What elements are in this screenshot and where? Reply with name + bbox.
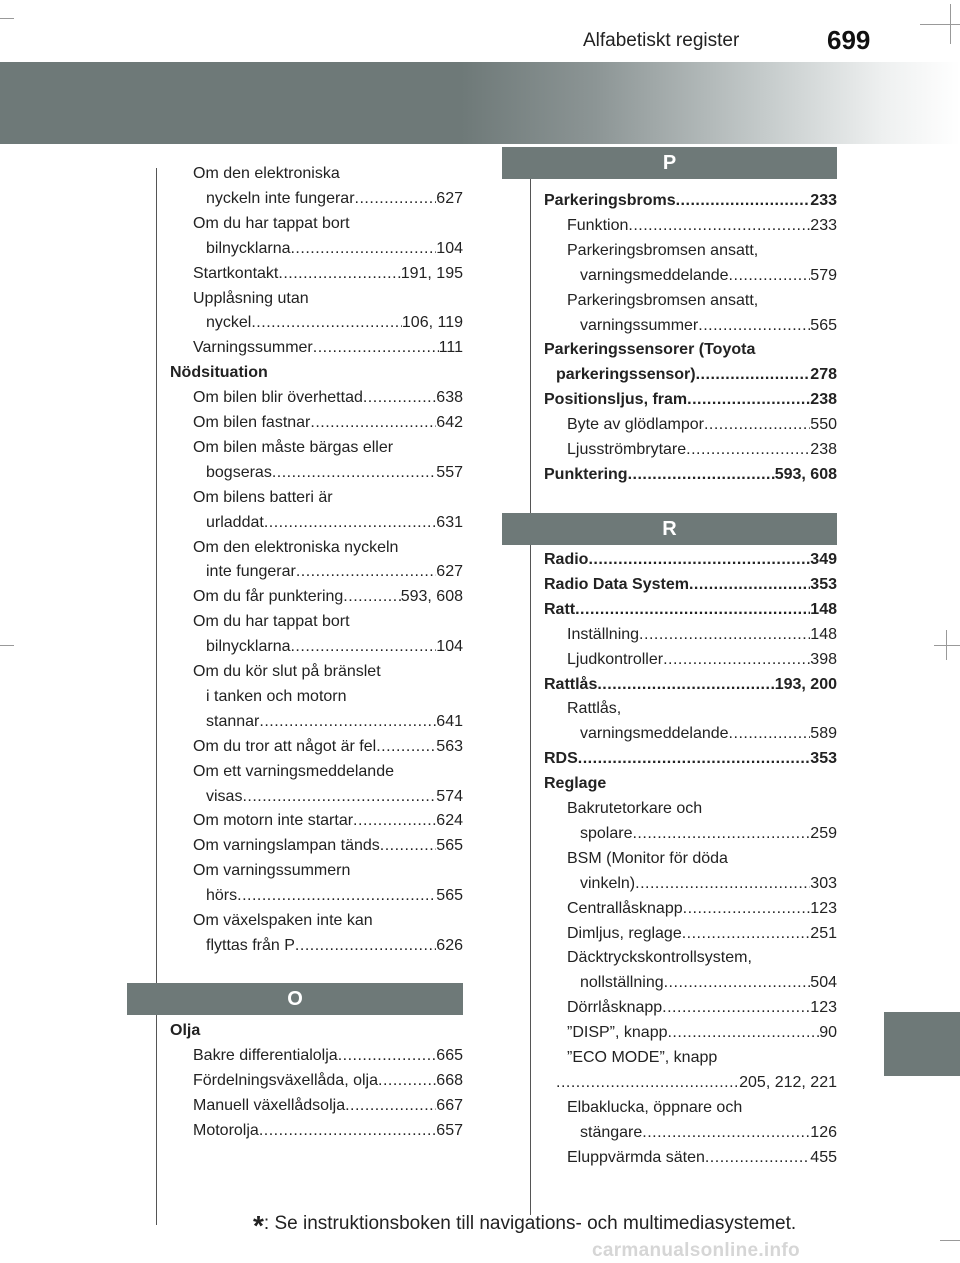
index-entry [580,264,837,288]
index-entry [193,336,463,360]
entry-text: Ratt [544,600,576,618]
crop-mark [934,645,960,646]
leader-dots [251,311,402,335]
entry-page-ref: 579 [810,266,837,284]
leader-dots [705,1146,810,1170]
index-entry [567,1046,837,1070]
entry-text: Inställning [567,625,640,643]
entry-page-ref: 353 [810,750,837,768]
index-entry [580,1121,837,1145]
leader-dots [290,635,436,659]
entry-page-ref: 589 [810,725,837,743]
leader-dots [687,388,810,412]
entry-page-ref: 111 [438,339,463,357]
entry-text: Om du tror att något är fel [193,737,377,755]
leader-dots [338,1044,437,1068]
entry-text: Dörrlåsknapp [567,999,663,1017]
entry-text: flyttas från P [206,936,295,954]
leader-dots [588,548,810,572]
index-entry [193,162,463,186]
section-letter-o: O [127,983,463,1015]
entry-text: urladdat [206,513,264,531]
leader-dots [628,214,810,238]
entry-page-ref: 641 [436,712,463,730]
entry-page-ref: 657 [436,1121,463,1139]
crop-mark [950,4,951,44]
index-entry [193,760,463,784]
entry-text: Om ett varningsmeddelande [193,762,394,780]
entry-page-ref: 668 [436,1071,463,1089]
index-entry [567,239,837,263]
entry-text: Nödsituation [170,364,268,382]
entry-text: Byte av glödlampor [567,416,704,434]
leader-dots [704,413,810,437]
entry-page-ref: 90 [819,1024,837,1042]
leader-dots [597,673,774,697]
index-entry [544,388,837,412]
index-entry [544,673,837,697]
entry-page-ref: 665 [436,1046,463,1064]
index-entry [206,461,463,485]
entry-page-ref: 565 [436,887,463,905]
leader-dots [578,747,811,771]
index-entry [544,598,837,622]
leader-dots [259,1119,436,1143]
entry-page-ref: 557 [436,463,463,481]
entry-page-ref: 624 [436,812,463,830]
leader-dots [310,411,436,435]
entry-text: BSM (Monitor för döda [567,849,728,867]
left-column-rule [156,168,157,1225]
entry-text: nollställning [580,974,664,992]
footnote-star: * [253,1210,264,1241]
index-entry [567,438,837,462]
entry-text: Bakre differentialolja [193,1046,338,1064]
header-banner [0,62,960,144]
index-entry [193,1069,463,1093]
leader-dots [632,822,810,846]
entry-text: Ljudkontroller [567,650,664,668]
leader-dots [343,585,400,609]
entry-text: Parkeringsbroms [544,192,676,209]
index-entry [206,187,463,211]
entry-page-ref: 565 [436,837,463,855]
index-entry [193,262,463,286]
index-entry [193,1044,463,1068]
leader-dots [264,511,436,535]
index-entry [206,511,463,535]
entry-text: Om du har tappat bort [193,613,350,631]
index-entry [193,212,463,236]
index-entry [580,314,837,338]
entry-text: Varningssummer [193,339,313,357]
entry-text: Positionsljus, fram [544,391,688,409]
index-entry [206,560,463,584]
entry-page-ref: 126 [810,1123,837,1141]
leader-dots [664,971,811,995]
leader-dots [278,262,400,286]
leader-dots [345,1094,436,1118]
page-header-title: Alfabetiskt register [583,30,740,51]
index-entry [193,486,463,510]
entry-text: hörs [206,887,238,905]
leader-dots [353,809,436,833]
entry-page-ref: 627 [436,189,463,207]
leader-dots [296,560,436,584]
index-entry [193,386,463,410]
entry-page-ref: 251 [810,924,837,942]
entry-page-ref: 631 [436,513,463,531]
entry-page-ref: 593, 608 [400,588,463,606]
leader-dots [635,872,810,896]
entry-text: varningsmeddelande [580,266,729,284]
entry-text: Om den elektroniska nyckeln [193,538,399,556]
entry-text: Om bilen blir överhettad [193,389,363,407]
index-entry [170,1019,463,1043]
crop-mark [946,630,947,660]
entry-page-ref: 123 [810,899,837,917]
entry-page-ref: 593, 608 [774,465,837,483]
index-entry [567,797,837,821]
index-entry [567,946,837,970]
entry-text: Rattlås [544,675,598,693]
entry-text: spolare [580,824,633,842]
entry-page-ref: 191, 195 [400,264,463,282]
entry-text: Om den elektroniska [193,165,340,182]
entry-text: stannar [206,712,260,730]
entry-text: Upplåsning utan [193,289,309,307]
entry-text: Motorolja [193,1121,259,1139]
entry-text: Ljusströmbrytare [567,441,687,458]
crop-mark [0,18,14,19]
index-entry [580,722,837,746]
index-entry [556,363,837,387]
index-entry [170,361,463,385]
entry-page-ref: 259 [810,824,837,842]
entry-page-ref: 398 [810,650,837,668]
entry-text: nyckeln inte fungerar [206,189,355,207]
section-letter-r: R [502,513,837,545]
leader-dots [295,934,436,958]
page-number: 699 [827,25,871,55]
entry-text: Om motorn inte startar [193,812,354,830]
leader-dots [378,1069,436,1093]
entry-text: Om du har tappat bort [193,214,350,232]
crop-mark [920,24,960,25]
footnote [253,1210,796,1242]
entry-page-ref: 626 [436,936,463,954]
entry-text: Om varningssummern [193,862,351,880]
entry-page-ref: 123 [810,999,837,1017]
entry-text: parkeringssensor) [556,366,696,384]
crop-mark [0,645,14,646]
leader-dots [639,623,810,647]
leader-dots [380,834,437,858]
entry-text: Om du får punktering [193,588,344,606]
entry-text: i tanken och motorn [206,687,347,705]
index-entry [206,884,463,908]
leader-dots [662,996,810,1020]
leader-dots [729,722,811,746]
index-entry [193,660,463,684]
index-entry [193,735,463,759]
entry-text: Reglage [544,775,607,793]
entry-text: Punktering [544,465,628,483]
entry-text: varningsmeddelande [580,725,729,743]
chapter-tab [884,1012,960,1076]
entry-page-ref: 563 [436,737,463,755]
entry-page-ref: 353 [810,575,837,593]
leader-dots [290,237,436,261]
entry-text: Funktion [567,216,629,234]
entry-text: Om bilen fastnar [193,414,311,431]
leader-dots [363,386,436,410]
entry-text: stängare [580,1123,643,1141]
leader-dots [696,363,811,387]
index-entry [193,1119,463,1143]
leader-dots [642,1121,810,1145]
index-entry [567,996,837,1020]
entry-text: ”ECO MODE”, knapp [567,1049,718,1066]
leader-dots [272,461,436,485]
entry-text: varningssummer [580,316,699,334]
entry-text: Parkeringssensorer (Toyota [544,341,756,359]
entry-text: Om varningslampan tänds [193,837,380,855]
entry-page-ref: 148 [810,625,837,643]
crop-mark [940,1240,960,1241]
index-entry [580,872,837,896]
index-entry [193,536,463,560]
entry-text: bilnycklarna [206,239,291,257]
entry-text: Eluppvärmda säten [567,1148,705,1166]
entry-text: vinkeln) [580,874,636,892]
index-entry [206,710,463,734]
index-entry [193,859,463,883]
index-entry [544,463,837,487]
entry-text: ”DISP”, knapp [567,1024,668,1042]
entry-page-ref: 638 [436,389,463,407]
index-entry [544,338,837,362]
entry-page-ref: 238 [810,391,837,409]
watermark: carmanualsonline.info [592,1240,800,1261]
index-entry [206,635,463,659]
leader-dots [667,1021,819,1045]
leader-dots [676,189,811,213]
entry-text: Radio [544,551,589,568]
entry-page-ref: 627 [436,563,463,581]
entry-page-ref: 233 [810,192,837,209]
entry-page-ref: 642 [436,414,463,431]
index-entry [567,897,837,921]
index-entry [193,436,463,460]
entry-page-ref: 233 [810,216,837,234]
index-entry [567,623,837,647]
entry-page-ref: 565 [810,316,837,334]
entry-page-ref: 104 [436,239,463,257]
entry-text: Rattlås, [567,700,622,718]
index-entry [206,311,463,335]
entry-text: bilnycklarna [206,638,291,656]
entry-text: visas [206,787,243,805]
entry-text: Om bilens batteri är [193,488,333,506]
index-entry [567,648,837,672]
section-letter-p: P [502,147,837,179]
leader-dots [242,785,436,809]
index-entry [206,934,463,958]
right-column-rule [530,178,531,1215]
index-entry [193,287,463,311]
entry-text: bogseras [206,463,272,481]
entry-page-ref: 238 [810,441,837,458]
index-entry [544,548,837,572]
entry-text: Om växelspaken inte kan [193,912,373,929]
leader-dots [698,314,810,338]
entry-page-ref: 550 [810,416,837,434]
index-entry [580,971,837,995]
entry-text: Startkontakt [193,264,279,282]
index-entry [567,922,837,946]
index-entry [193,585,463,609]
index-entry [580,822,837,846]
entry-text: Dimljus, reglage [567,924,682,942]
footnote-text: : Se instruktionsboken till navigations- och multimediasystemet. [263,1213,797,1234]
entry-page-ref: 278 [810,366,837,384]
index-entry [206,685,463,709]
entry-page-ref: 193, 200 [774,675,837,693]
index-entry [556,1071,837,1095]
index-entry [544,573,837,597]
entry-text: Bakrutetorkare och [567,800,703,817]
index-entry [567,1021,837,1045]
entry-page-ref: 349 [810,551,837,568]
index-entry [193,909,463,933]
leader-dots [259,710,436,734]
index-entry [567,697,837,721]
leader-dots [683,897,811,921]
entry-text: Olja [170,1022,201,1039]
entry-text: Fördelningsväxellåda, olja [193,1071,378,1089]
leader-dots [663,648,810,672]
index-entry [193,610,463,634]
entry-page-ref: 205, 212, 221 [739,1073,837,1091]
index-entry [193,411,463,435]
leader-dots [376,735,436,759]
entry-page-ref: 106, 119 [401,314,463,332]
leader-dots [689,573,810,597]
index-entry [544,772,837,796]
index-entry [193,834,463,858]
index-entry [206,785,463,809]
entry-text: RDS [544,750,578,768]
leader-dots [686,438,810,462]
leader-dots [575,598,810,622]
index-entry [544,747,837,771]
entry-page-ref: 148 [810,600,837,618]
entry-text: Om bilen måste bärgas eller [193,438,394,456]
entry-text: Radio Data System [544,575,689,593]
leader-dots [628,463,775,487]
index-entry [567,847,837,871]
leader-dots [237,884,436,908]
entry-page-ref: 667 [436,1096,463,1114]
entry-page-ref: 504 [810,974,837,992]
index-entry [206,237,463,261]
entry-text: Elbaklucka, öppnare och [567,1098,743,1116]
index-entry [567,413,837,437]
entry-page-ref: 303 [810,874,837,892]
index-entry [567,1096,837,1120]
index-entry [567,289,837,313]
entry-text: Om du kör slut på bränslet [193,663,381,680]
leader-dots [682,922,811,946]
index-entry [567,214,837,238]
entry-text: Parkeringsbromsen ansatt, [567,241,759,259]
index-entry [567,1146,837,1170]
index-entry [193,809,463,833]
index-entry [544,189,837,213]
entry-page-ref: 104 [436,638,463,656]
leader-dots [729,264,811,288]
leader-dots [556,1071,739,1095]
entry-text: inte fungerar [206,563,296,581]
entry-text: Manuell växellådsolja [193,1096,346,1114]
index-entry [193,1094,463,1118]
entry-page-ref: 574 [436,787,463,805]
entry-text: Centrallåsknapp [567,899,683,917]
entry-text: Parkeringsbromsen ansatt, [567,291,759,309]
entry-text: Däcktryckskontrollsystem, [567,949,752,967]
leader-dots [313,336,439,360]
leader-dots [355,187,437,211]
entry-page-ref: 455 [810,1148,837,1166]
entry-text: nyckel [206,314,252,332]
